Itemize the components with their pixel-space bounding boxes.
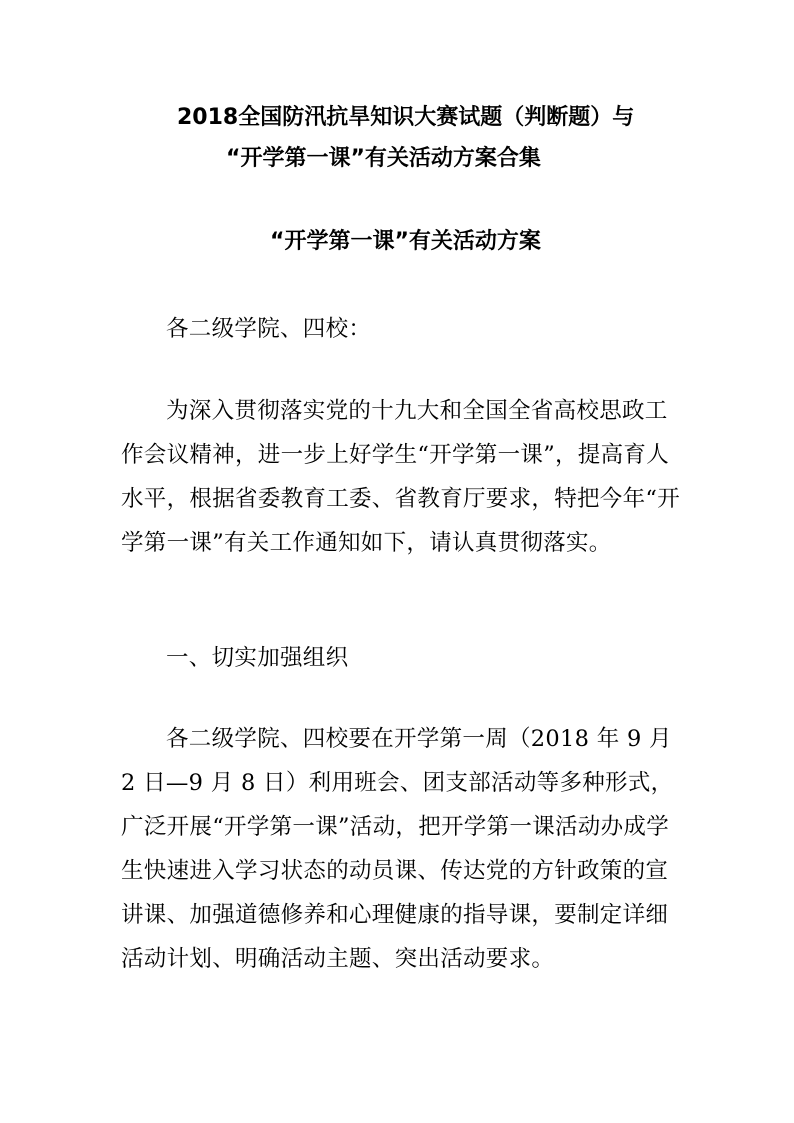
document-title-line-1: 2018全国防汛抗旱知识大赛试题（判断题）与 (177, 105, 635, 130)
section-1-heading: 一、切实加强组织 (166, 645, 349, 671)
greeting-paragraph: 各二级学院、四校： (166, 316, 372, 342)
section-title: “开学第一课”有关活动方案 (270, 229, 541, 254)
document-title-line-2: “开学第一课”有关活动方案合集 (226, 146, 541, 171)
section-1-body: 各二级学院、四校要在开学第一周（2018 年 9 月 2 日—9 月 8 日）利用班会、团支部活动等多种形式，广泛开展“开学第一课”活动，把开学第一课活动办成学生快速进入学习状态的动员课、传达党的方针政策的宣讲课、加强道德修养和心理健康的指导课，要制定详细活动计划、明确活动主题、突出活动要求。 (121, 726, 674, 972)
intro-paragraph: 为深入贯彻落实党的十九大和全国全省高校思政工作会议精神，进一步上好学生“开学第一课”，提高育人水平，根据省委教育工委、省教育厅要求，特把今年“开学第一课”有关工作通知如下，请认真贯彻落实。 (121, 398, 681, 556)
